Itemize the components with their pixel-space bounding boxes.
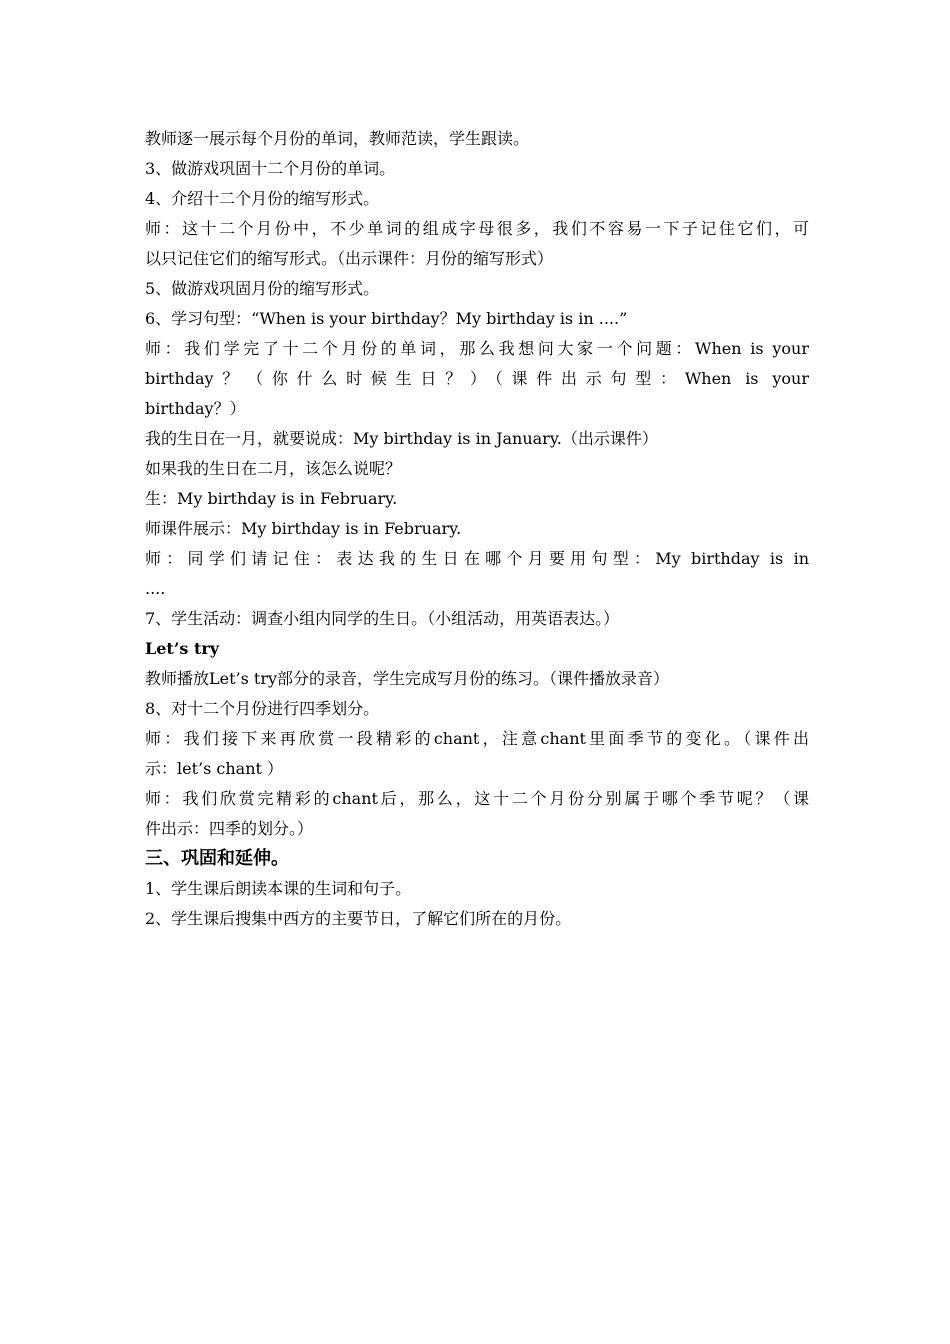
text-line: 以只记住它们的缩写形式。（出示课件：月份的缩写形式） [145,249,554,268]
text-line: 教师播放Let’s try部分的录音，学生完成写月份的练习。（课件播放录音） [145,669,670,688]
text-line: 师：这十二个月份中，不少单词的组成字母很多，我们不容易一下子记住它们，可 [145,219,809,238]
text-line: 3、做游戏巩固十二个月份的单词。 [145,159,396,178]
text-line: 师：我们接下来再欣赏一段精彩的chant，注意chant里面季节的变化。（课件出 [145,729,809,748]
text-line: 2、学生课后搜集中西方的主要节日，了解它们所在的月份。 [145,909,572,928]
text-line: 师课件展示：My birthday is in February. [145,519,462,538]
text-line: 师：同学们请记住：表达我的生日在哪个月要用句型：My birthday is in [145,549,809,568]
text-line: 4、介绍十二个月份的缩写形式。 [145,189,380,208]
text-line: 师：我们欣赏完精彩的chant后，那么，这十二个月份分别属于哪个季节呢？（课 [145,789,809,808]
text-line: 6、学习句型：“When is your birthday？My birthday is in ....” [145,309,628,328]
text-line: 我的生日在一月，就要说成：My birthday is in January.（出示课件） [145,429,658,448]
subsection-title: Let’s try [145,639,220,658]
text-line: 生：My birthday is in February. [145,489,398,508]
text-line: 5、做游戏巩固月份的缩写形式。 [145,279,380,298]
text-line: 件出示：四季的划分。） [145,819,314,838]
text-line: birthday？） [145,399,246,418]
text-line: .... [145,579,166,598]
text-line: 教师逐一展示每个月份的单词，教师范读，学生跟读。 [145,129,530,148]
text-line: 7、学生活动：调查小组内同学的生日。（小组活动，用英语表达。） [145,609,620,628]
text-line: 示：let’s chant ） [145,759,284,778]
text-line: 8、对十二个月份进行四季划分。 [145,699,380,718]
document-body [145,124,809,934]
text-line: 师：我们学完了十二个月份的单词，那么我想问大家一个问题：When is your [145,339,809,358]
section-heading: 三、巩固和延伸。 [145,848,289,869]
text-line: birthday？（你什么时候生日？）（课件出示句型：When is your [145,369,809,388]
text-line: 1、学生课后朗读本课的生词和句子。 [145,879,412,898]
text-line: 如果我的生日在二月，该怎么说呢？ [145,459,402,478]
